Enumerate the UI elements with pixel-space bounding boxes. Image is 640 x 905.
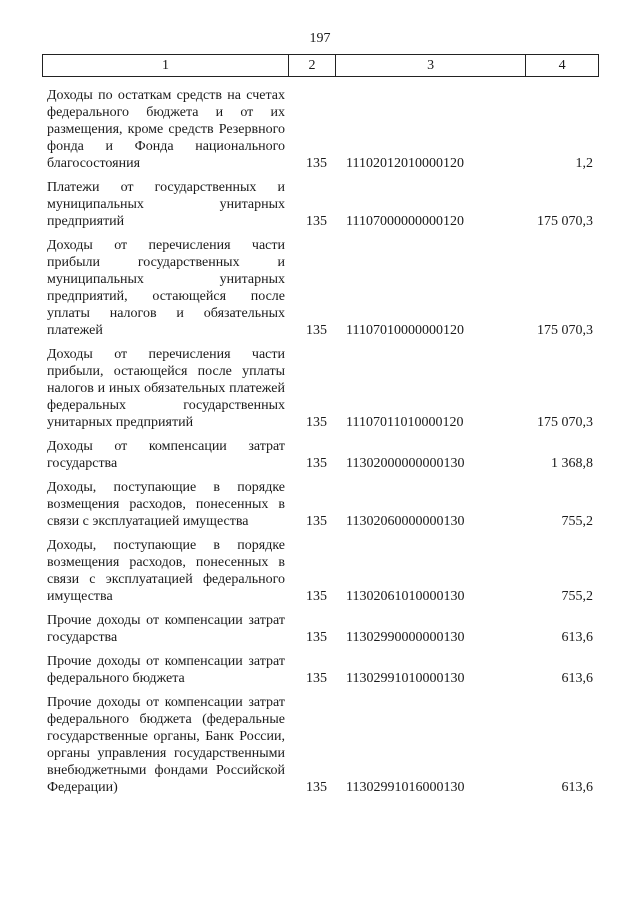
- revenue-name: Платежи от государственных и муниципальных унитарных предприятий: [47, 180, 285, 229]
- column-header-1: 1: [43, 55, 289, 76]
- column-header-4: 4: [558, 57, 566, 73]
- amount: 755,2: [561, 514, 593, 529]
- admin-code: 135: [306, 415, 327, 430]
- budget-classification-code: 11107011010000120: [346, 415, 464, 430]
- budget-classification-code: 11107010000000120: [346, 323, 464, 338]
- admin-code: 135: [306, 156, 327, 171]
- admin-code: 135: [306, 456, 327, 471]
- amount: 613,6: [561, 630, 593, 645]
- amount: 1,2: [575, 156, 593, 171]
- admin-code: 135: [306, 630, 327, 645]
- table-row: [0, 438, 640, 472]
- revenue-name: Доходы, поступающие в порядке возмещения расходов, понесенных в связи с эксплуатацией имущества: [47, 480, 285, 529]
- budget-classification-code: 11302991010000130: [346, 671, 465, 686]
- admin-code: 135: [306, 671, 327, 686]
- revenue-name: Доходы от перечисления части прибыли государственных и муниципальных унитарных предприятий, остающейся после уплаты налогов и обязательных платежей: [47, 238, 285, 338]
- revenue-name: Доходы от перечисления части прибыли, остающейся после уплаты налогов и иных обязательных платежей федеральных государственных унитарных предприятий: [47, 347, 285, 430]
- admin-code: 135: [306, 214, 327, 229]
- budget-classification-code: 11302061010000130: [346, 589, 465, 604]
- table-row: [0, 653, 640, 687]
- table-row: [0, 612, 640, 646]
- table-row: [0, 179, 640, 230]
- admin-code: 135: [306, 323, 327, 338]
- revenue-name: Прочие доходы от компенсации затрат федерального бюджета: [47, 654, 285, 686]
- table-row: [0, 694, 640, 796]
- revenue-name: Доходы, поступающие в порядке возмещения расходов, понесенных в связи с эксплуатацией федерального имущества: [47, 538, 285, 604]
- table-row: [0, 87, 640, 172]
- table-row: [0, 479, 640, 530]
- amount: 1 368,8: [551, 456, 593, 471]
- amount: 175 070,3: [537, 323, 593, 338]
- amount: 175 070,3: [537, 214, 593, 229]
- amount: 175 070,3: [537, 415, 593, 430]
- budget-classification-code: 11302060000000130: [346, 514, 465, 529]
- revenue-name: Прочие доходы от компенсации затрат государства: [47, 613, 285, 645]
- admin-code: 135: [306, 514, 327, 529]
- budget-classification-code: 11302000000000130: [346, 456, 465, 471]
- budget-classification-code: 11102012010000120: [346, 156, 464, 171]
- column-header-3: 3: [336, 55, 526, 76]
- revenue-name: Доходы от компенсации затрат государства: [47, 439, 285, 471]
- revenue-name: Доходы по остаткам средств на счетах федерального бюджета и от их размещения, кроме средств Резервного фонда и Фонда национального благосостояния: [47, 88, 285, 171]
- column-header-2: 2: [289, 55, 336, 76]
- table-row: [0, 537, 640, 605]
- budget-classification-code: 11107000000000120: [346, 214, 464, 229]
- page-number: 197: [309, 31, 331, 46]
- admin-code: 135: [306, 780, 327, 795]
- amount: 613,6: [561, 671, 593, 686]
- table-body: [0, 87, 640, 803]
- admin-code: 135: [306, 589, 327, 604]
- budget-classification-code: 11302990000000130: [346, 630, 465, 645]
- budget-classification-code: 11302991016000130: [346, 780, 465, 795]
- table-row: [0, 346, 640, 431]
- table-header: [42, 54, 599, 77]
- revenue-name: Прочие доходы от компенсации затрат федерального бюджета (федеральные государственные органы, Банк России, органы управления государственными внебюджетными фондами Российской Федерации): [47, 695, 285, 795]
- amount: 755,2: [561, 589, 593, 604]
- table-row: [0, 237, 640, 339]
- amount: 613,6: [561, 780, 593, 795]
